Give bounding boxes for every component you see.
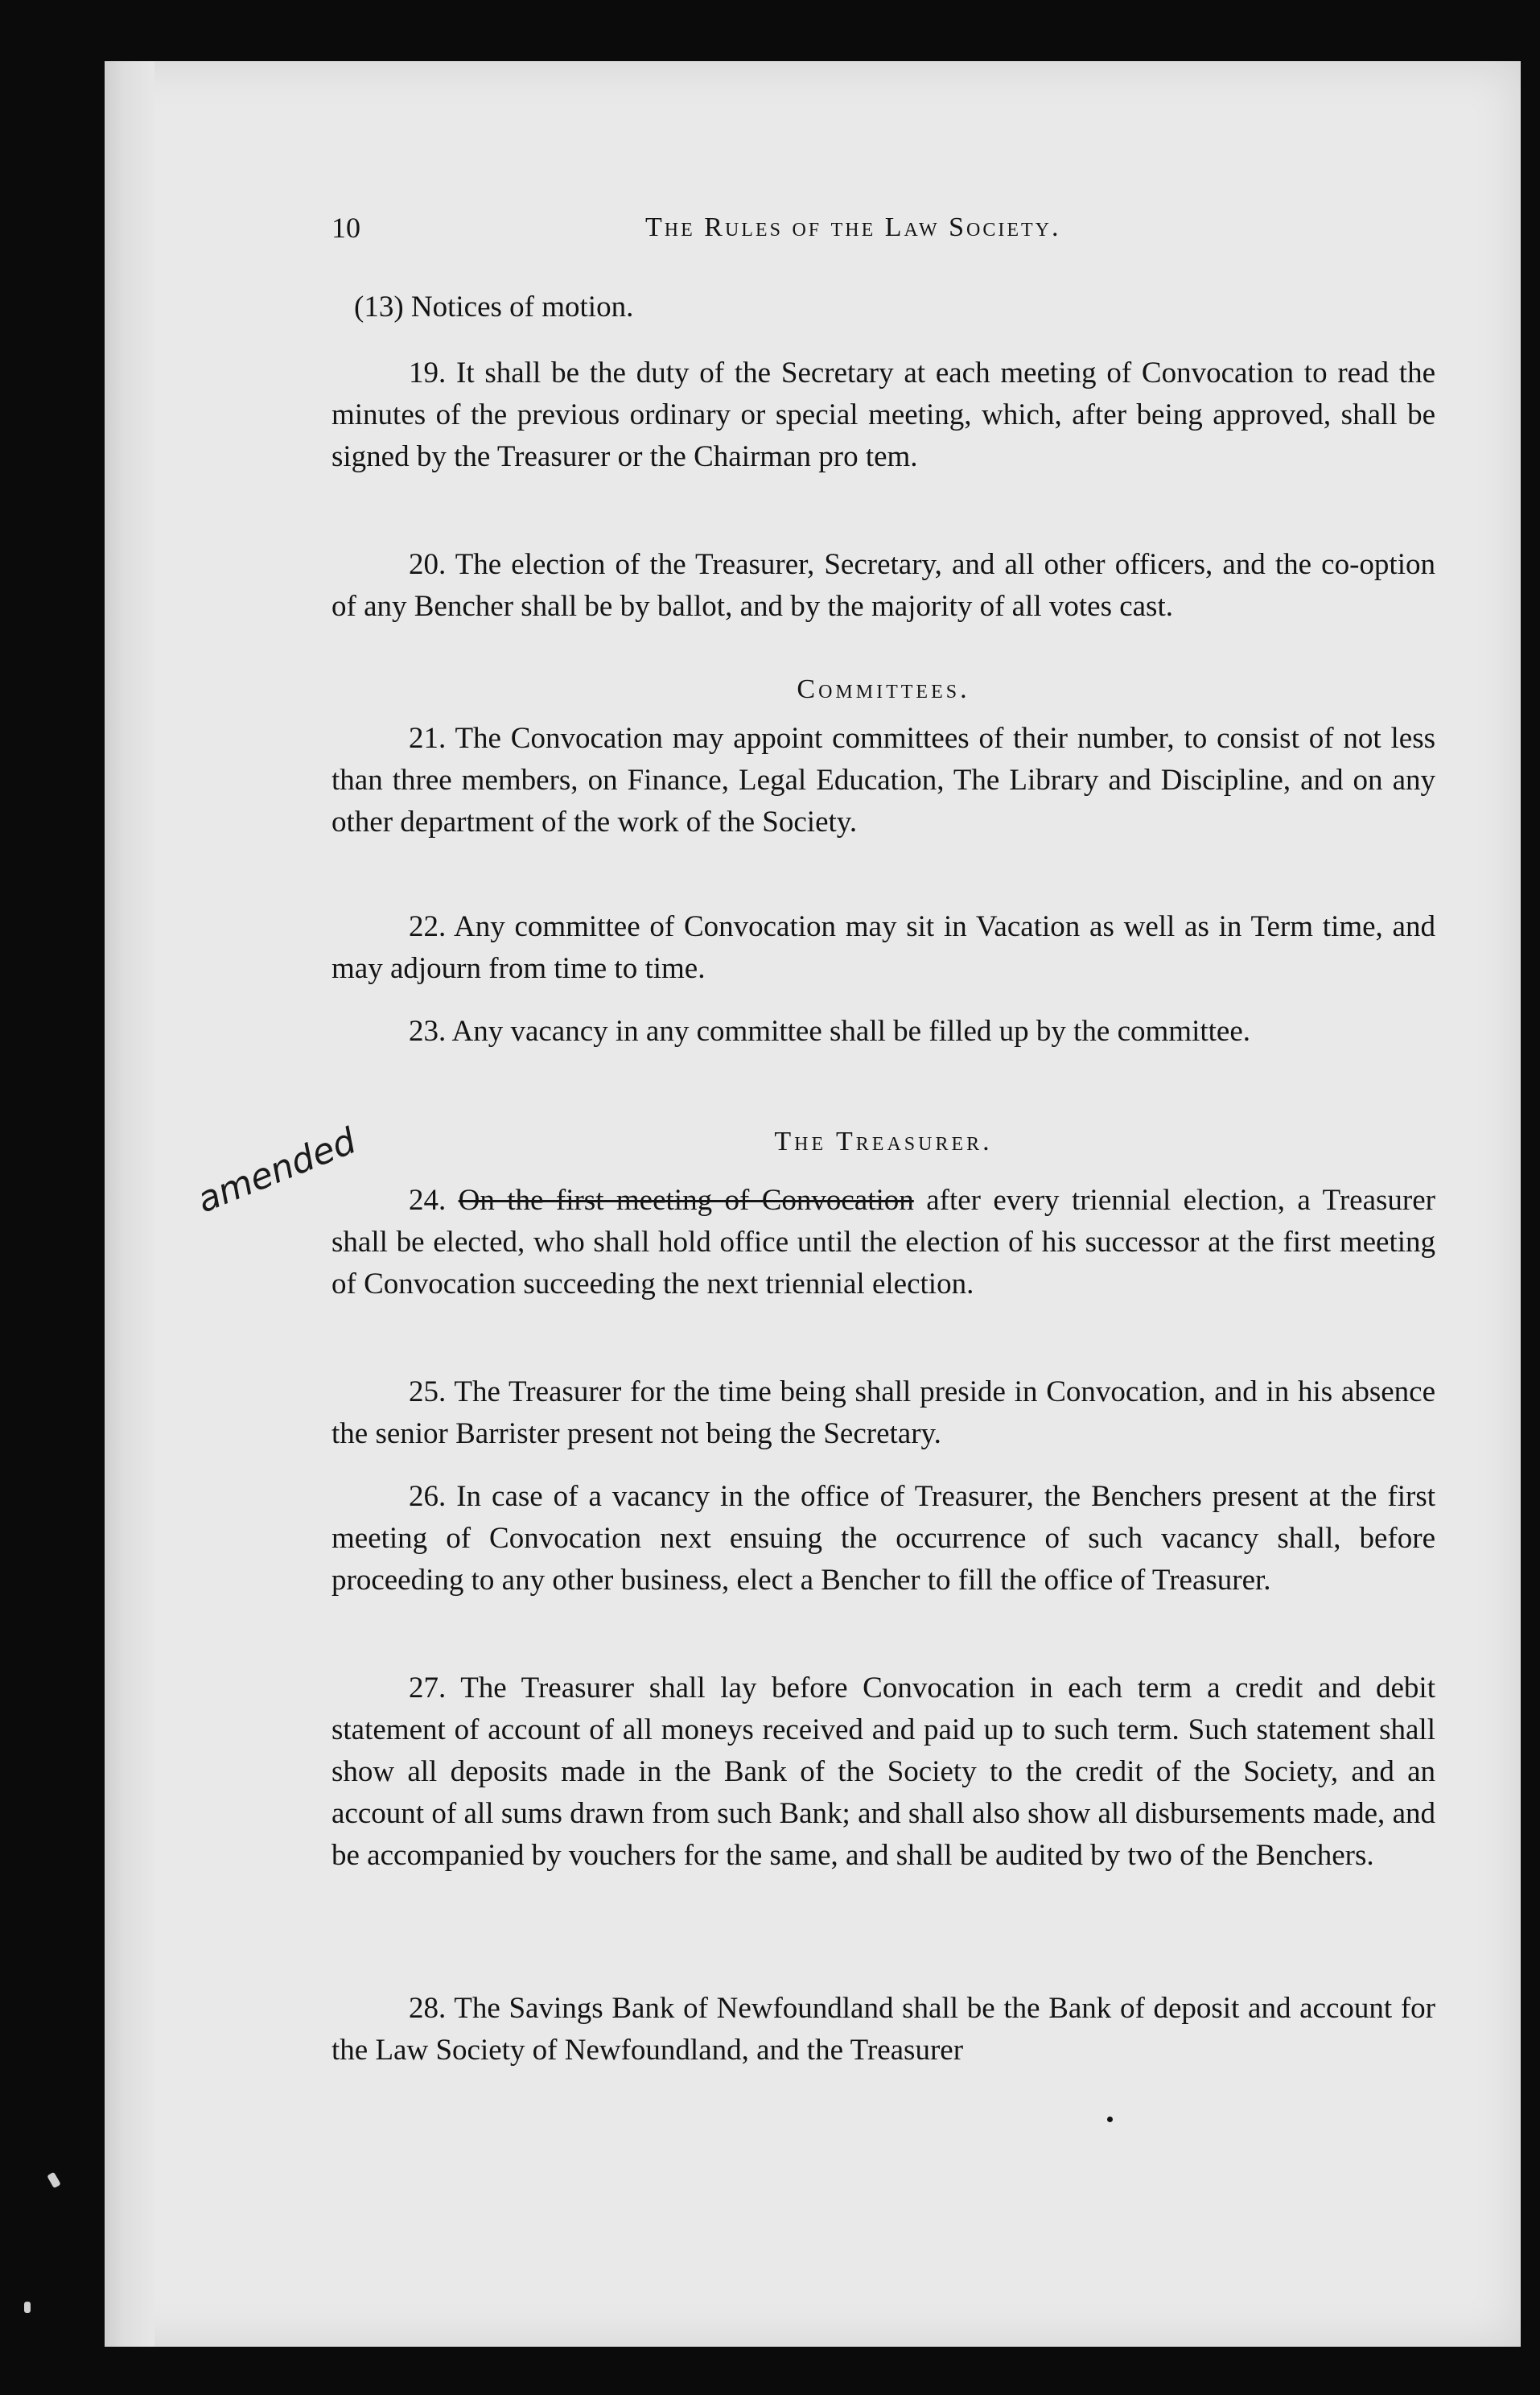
rule-28 <box>331 1988 1435 2071</box>
rule-24-struck-text: On the first meeting of Convocation <box>458 1184 914 1217</box>
rule-22-number: 22. <box>409 910 447 943</box>
rule-20-text: The election of the Treasurer, Secretary, and all other officers, and the co-option of any Bencher shall be by ballot, and by the majority of all votes cast. <box>331 548 1435 623</box>
page-header <box>331 211 1442 251</box>
page-speck <box>1107 2117 1113 2122</box>
rule-23-text: Any vacancy in any committee shall be filled up by the committee. <box>451 1015 1251 1048</box>
rule-26-text: In case of a vacancy in the office of Treasurer, the Benchers present at the first meeting of Convocation next ensuing the occurrence of such vacancy shall, before proceeding to any other business, elect a Bencher to fill the office of Treasurer. <box>331 1480 1435 1597</box>
rule-26 <box>331 1476 1435 1601</box>
rule-22 <box>331 906 1435 990</box>
running-head: The Rules of the Law Society. <box>645 212 1061 242</box>
rule-21-text: The Convocation may appoint committees of their number, to consist of not less than three members, on Finance, Legal Education, The Library and Discipline, and on any other department of the work of the Society. <box>331 722 1435 839</box>
rule-22-text: Any committee of Convocation may sit in Vacation as well as in Term time, and may adjourn from time to time. <box>331 910 1435 985</box>
item-13-text: (13) Notices of motion. <box>354 291 634 324</box>
rule-24-number: 24. <box>409 1184 447 1217</box>
rule-21 <box>331 718 1435 843</box>
page-spine-shadow <box>105 61 154 2347</box>
rule-20 <box>331 544 1435 628</box>
rule-20-number: 20. <box>409 548 447 581</box>
rule-27-text: The Treasurer shall lay before Convocation in each term a credit and debit statement of account of all moneys received and paid up to such term. Such statement shall show all deposits made in the Bank of the Society to the credit of the Society, and an account of all sums drawn from such Bank; and shall also show all disbursements made, and be accompanied by vouchers for the same, and shall be audited by two of the Benchers. <box>331 1672 1435 1872</box>
heading-committees: Committees. <box>797 674 970 704</box>
rule-28-number: 28. <box>409 1992 447 2025</box>
rule-27 <box>331 1667 1435 1877</box>
rule-25-number: 25. <box>409 1375 447 1408</box>
rule-25 <box>331 1371 1435 1455</box>
item-13 <box>331 286 1435 328</box>
rule-24 <box>331 1180 1435 1305</box>
rule-25-text: The Treasurer for the time being shall preside in Convocation, and in his absence the senior Barrister present not being the Secretary. <box>331 1375 1435 1450</box>
rule-19 <box>331 352 1435 478</box>
rule-24-text: after every triennial election, a Treasurer shall be elected, who shall hold office until the election of his successor at the first meeting of Convocation succeeding the next triennial election. <box>331 1184 1435 1301</box>
rule-21-number: 21. <box>409 722 447 755</box>
rule-27-number: 27. <box>409 1672 447 1705</box>
page-number: 10 <box>331 212 360 244</box>
rule-28-text: The Savings Bank of Newfoundland shall be the Bank of deposit and account for the Law Society of Newfoundland, and the Treasurer <box>331 1992 1435 2067</box>
rule-19-text: It shall be the duty of the Secretary at each meeting of Convocation to read the minutes of the previous ordinary or special meeting, which, after being approved, shall be signed by the Treasurer or the Chairman pro tem. <box>331 357 1435 473</box>
rule-19-number: 19. <box>409 357 447 390</box>
heading-treasurer: The Treasurer. <box>774 1127 993 1156</box>
scan-artifact <box>24 2302 31 2313</box>
rule-23-number: 23. <box>409 1015 447 1048</box>
rule-26-number: 26. <box>409 1480 447 1513</box>
handwritten-margin-note: amended <box>191 1120 362 1222</box>
scan-artifact <box>47 2172 61 2189</box>
rule-23 <box>331 1011 1435 1053</box>
